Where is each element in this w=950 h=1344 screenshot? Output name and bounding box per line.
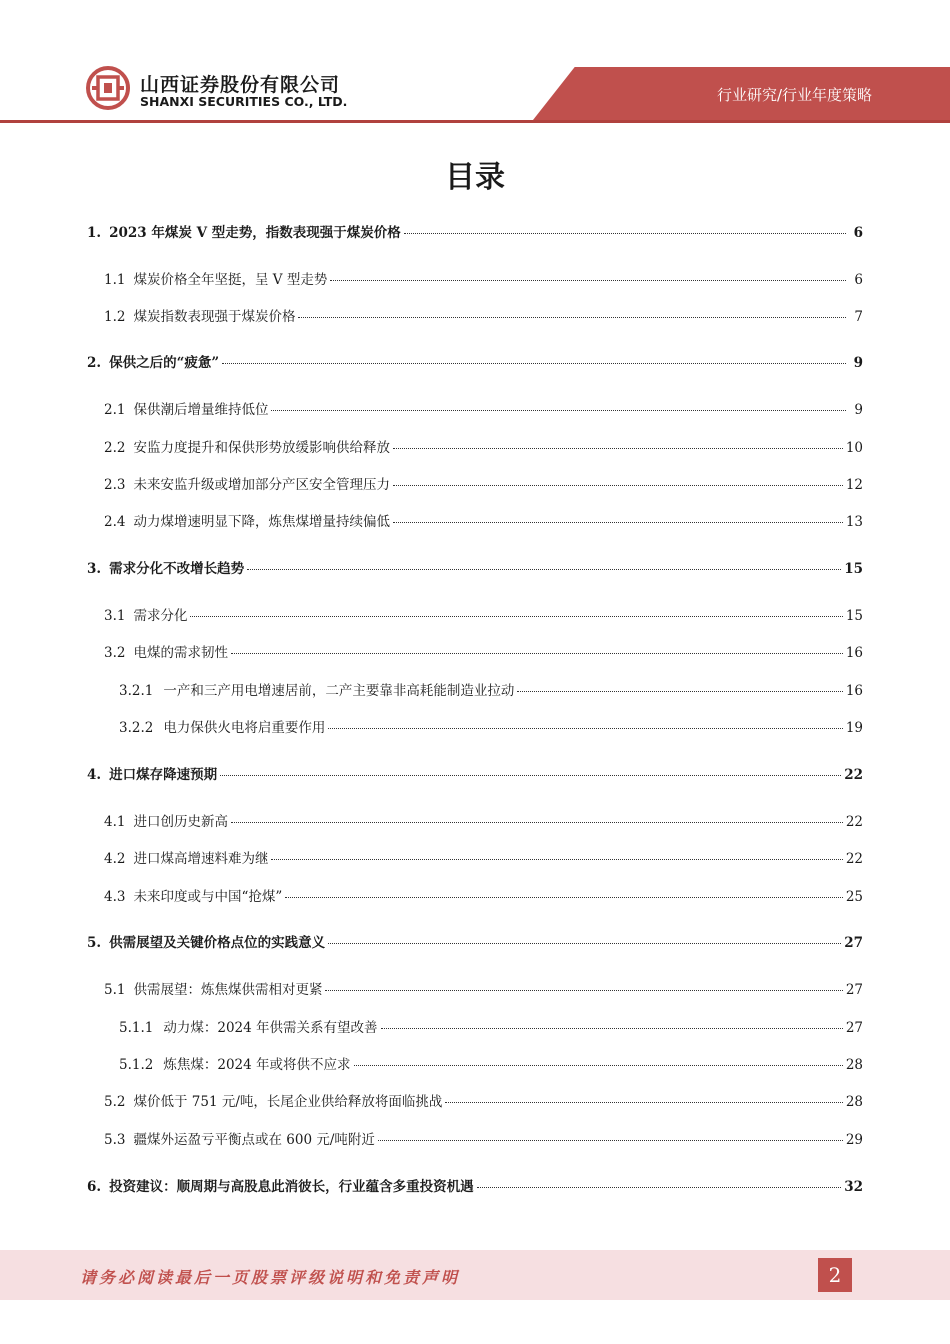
toc-entry-number: 1.2 [104, 309, 126, 325]
toc-entry[interactable] [87, 679, 863, 699]
toc-entry-number: 1.1 [104, 272, 126, 288]
toc-entry-number: 4.3 [104, 889, 126, 905]
toc-entry[interactable] [87, 221, 863, 241]
toc-entry[interactable] [87, 716, 863, 736]
toc-entry-page: 28 [845, 1094, 863, 1110]
toc-entry-page: 25 [845, 889, 863, 905]
toc-entry-page: 22 [845, 814, 863, 830]
toc-dot-leader [393, 485, 843, 486]
toc-entry[interactable] [87, 351, 863, 371]
toc-entry-title: 疆煤外运盈亏平衡点或在 600 元/吨附近 [133, 1132, 375, 1148]
toc-entry-number: 2.2 [104, 440, 126, 456]
toc-entry-page: 13 [845, 514, 863, 530]
header-divider [0, 120, 950, 123]
toc-entry-title: 安监力度提升和保供形势放缓影响供给释放 [133, 440, 390, 456]
toc-entry[interactable] [87, 641, 863, 661]
toc-entry[interactable] [87, 557, 863, 577]
toc-entry-page: 27 [845, 1020, 863, 1036]
toc-entry[interactable] [87, 885, 863, 905]
toc-entry-page: 27 [844, 935, 863, 951]
toc-dot-leader [381, 1028, 843, 1029]
toc-dot-leader [247, 569, 841, 570]
company-name-cn: 山西证券股份有限公司 [140, 74, 341, 96]
toc-entry-title: 保供之后的“疲惫” [109, 355, 220, 371]
toc-dot-leader [285, 897, 843, 898]
toc-entry-page: 28 [845, 1057, 863, 1073]
toc-entry-number: 5.2 [104, 1094, 126, 1110]
toc-entry-title: 一产和三产用电增速居前，二产主要靠非高耗能制造业拉动 [163, 683, 515, 699]
toc-entry-title: 炼焦煤：2024 年或将供不应求 [163, 1057, 351, 1073]
page-header [0, 0, 950, 125]
toc-entry-title: 电煤的需求韧性 [133, 645, 228, 661]
toc-dot-leader [393, 522, 843, 523]
toc-dot-leader [328, 728, 842, 729]
toc-entry[interactable] [87, 931, 863, 951]
toc-dot-leader [445, 1102, 842, 1103]
toc-dot-leader [325, 990, 842, 991]
toc-dot-leader [328, 943, 841, 944]
toc-entry-title: 投资建议：顺周期与高股息此消彼长，行业蕴含多重投资机遇 [109, 1179, 474, 1195]
toc-entry-title: 煤价低于 751 元/吨，长尾企业供给释放将面临挑战 [133, 1094, 443, 1110]
toc-dot-leader [477, 1187, 842, 1188]
toc-dot-leader [271, 859, 842, 860]
toc-entry-page: 6 [853, 225, 863, 241]
toc-entry-title: 煤炭价格全年坚挺，呈 V 型走势 [133, 272, 328, 288]
toc-entry-title: 未来印度或与中国“抢煤” [133, 889, 283, 905]
page-title: 目录 [445, 160, 505, 195]
toc-entry-number: 4.1 [104, 814, 126, 830]
toc-entry-page: 19 [845, 720, 863, 736]
toc-entry-number: 4. [87, 767, 102, 783]
toc-dot-leader [330, 280, 846, 281]
toc-dot-leader [220, 775, 841, 776]
toc-entry[interactable] [87, 1128, 863, 1148]
toc-entry-page: 27 [845, 982, 863, 998]
report-category: 行业研究/行业年度策略 [716, 86, 872, 104]
toc-entry-title: 动力煤：2024 年供需关系有望改善 [163, 1020, 378, 1036]
toc-dot-leader [271, 410, 846, 411]
toc-entry[interactable] [87, 305, 863, 325]
toc-entry[interactable] [87, 763, 863, 783]
toc-entry[interactable] [87, 398, 863, 418]
toc-entry-number: 6. [87, 1179, 102, 1195]
toc-entry[interactable] [87, 604, 863, 624]
toc-entry[interactable] [87, 1175, 863, 1195]
toc-entry-number: 5.1.2 [119, 1057, 154, 1073]
company-logo-icon [86, 66, 130, 110]
toc-dot-leader [222, 363, 846, 364]
toc-entry-number: 2. [87, 355, 102, 371]
toc-entry-title: 动力煤增速明显下降，炼焦煤增量持续偏低 [133, 514, 390, 530]
toc-entry-page: 12 [845, 477, 863, 493]
disclaimer-text: 请务必阅读最后一页股票评级说明和免责声明 [80, 1268, 461, 1287]
toc-entry-number: 1. [87, 225, 102, 241]
toc-dot-leader [231, 822, 843, 823]
toc-entry[interactable] [87, 268, 863, 288]
toc-entry[interactable] [87, 510, 863, 530]
toc-entry-page: 10 [845, 440, 863, 456]
toc-entry-number: 5.1.1 [119, 1020, 154, 1036]
toc-entry-number: 2.4 [104, 514, 126, 530]
toc-entry-title: 需求分化 [133, 608, 188, 624]
toc-entry-number: 5.3 [104, 1132, 126, 1148]
toc-entry-number: 5. [87, 935, 102, 951]
toc-entry-title: 保供潮后增量维持低位 [133, 402, 269, 418]
toc-entry-number: 5.1 [104, 982, 126, 998]
toc-entry-title: 需求分化不改增长趋势 [109, 561, 245, 577]
toc-entry-number: 3.2.1 [119, 683, 154, 699]
toc-entry-number: 3.2.2 [119, 720, 154, 736]
toc-entry[interactable] [87, 978, 863, 998]
toc-entry-page: 9 [854, 402, 863, 418]
toc-entry[interactable] [87, 1053, 863, 1073]
toc-entry-page: 16 [845, 645, 863, 661]
toc-entry-title: 电力保供火电将启重要作用 [163, 720, 326, 736]
company-name-en: SHANXI SECURITIES CO., LTD. [140, 94, 348, 109]
toc-entry-page: 16 [845, 683, 863, 699]
toc-entry[interactable] [87, 1090, 863, 1110]
toc-dot-leader [393, 448, 843, 449]
toc-entry-page: 9 [853, 355, 863, 371]
toc-entry-number: 3.2 [104, 645, 126, 661]
toc-entry-page: 29 [845, 1132, 863, 1148]
toc-dot-leader [190, 616, 842, 617]
toc-entry-number: 2.3 [104, 477, 126, 493]
toc-entry-page: 32 [844, 1179, 863, 1195]
toc-entry-title: 供需展望：炼焦煤供需相对更紧 [133, 982, 323, 998]
toc-entry[interactable] [87, 436, 863, 456]
page-number: 2 [818, 1258, 852, 1292]
toc-dot-leader [231, 653, 843, 654]
toc-entry[interactable] [87, 810, 863, 830]
toc-entry-page: 7 [854, 309, 863, 325]
toc-entry-page: 6 [854, 272, 863, 288]
toc-entry-title: 2023 年煤炭 V 型走势，指数表现强于煤炭价格 [109, 225, 401, 241]
toc-entry-number: 2.1 [104, 402, 126, 418]
toc-entry-page: 15 [845, 608, 863, 624]
toc-entry-number: 4.2 [104, 851, 126, 867]
toc-entry-title: 进口创历史新高 [133, 814, 228, 830]
toc-entry-page: 22 [845, 851, 863, 867]
toc-entry-title: 进口煤高增速料难为继 [133, 851, 269, 867]
toc-dot-leader [354, 1065, 843, 1066]
toc-entry[interactable] [87, 473, 863, 493]
toc-entry[interactable] [87, 1016, 863, 1036]
toc-entry-number: 3. [87, 561, 102, 577]
toc-entry[interactable] [87, 847, 863, 867]
toc-dot-leader [298, 317, 846, 318]
toc-entry-title: 进口煤存降速预期 [109, 767, 218, 783]
toc-entry-title: 供需展望及关键价格点位的实践意义 [109, 935, 326, 951]
toc-dot-leader [404, 233, 846, 234]
toc-entry-page: 15 [844, 561, 863, 577]
toc-entry-title: 未来安监升级或增加部分产区安全管理压力 [133, 477, 390, 493]
toc-entry-number: 3.1 [104, 608, 126, 624]
toc-entry-title: 煤炭指数表现强于煤炭价格 [133, 309, 296, 325]
toc-dot-leader [517, 691, 842, 692]
toc-dot-leader [378, 1140, 843, 1141]
toc-entry-page: 22 [844, 767, 863, 783]
